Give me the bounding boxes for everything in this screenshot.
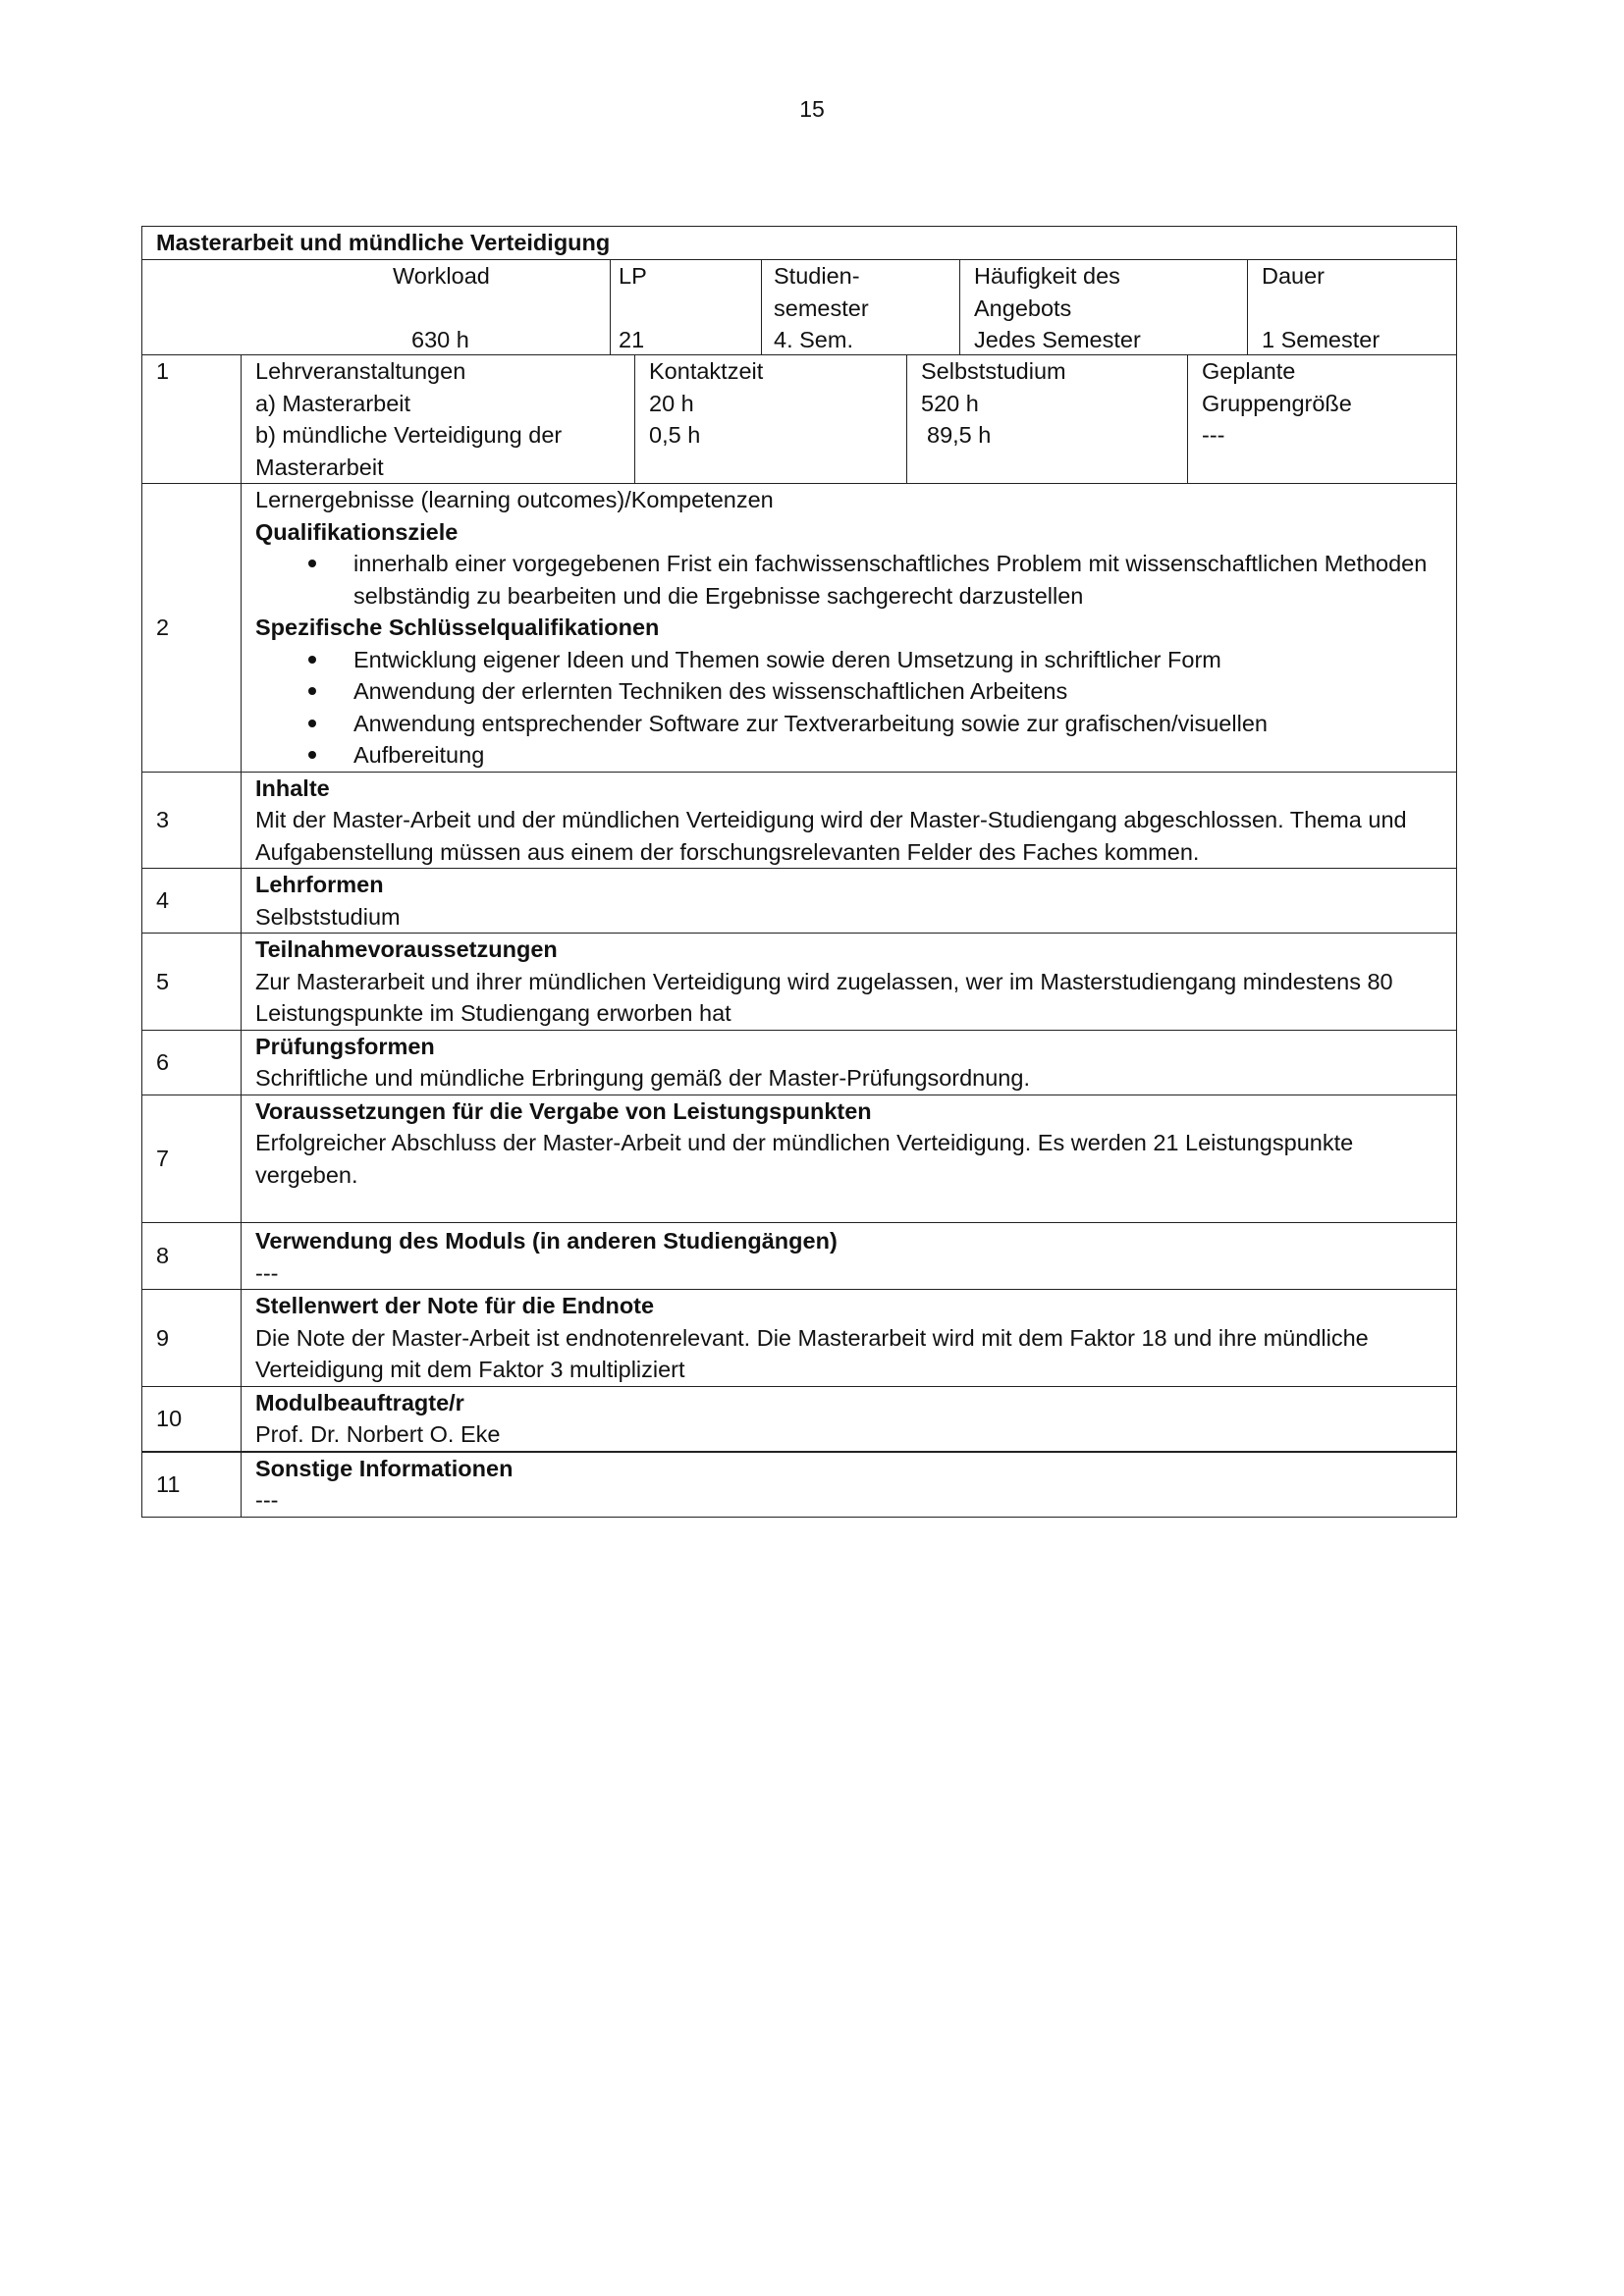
group-label-2: Gruppengröße (1202, 390, 1352, 416)
duration-label: Dauer (1262, 263, 1326, 289)
semester-label-2: semester (774, 294, 869, 321)
list-item: Anwendung der erlernten Techniken des wissenschaftlichen Arbeitens (255, 675, 1442, 708)
lp-cell (610, 260, 761, 354)
frequency-cell (959, 260, 1247, 354)
teaching-forms-cell (242, 869, 1456, 933)
row-number: 2 (142, 484, 242, 772)
exam-forms-heading: Prüfungsformen (255, 1033, 435, 1059)
module-coordinator-name: Prof. Dr. Norbert O. Eke (255, 1421, 501, 1447)
workload-cell (393, 260, 610, 354)
row-number: 6 (142, 1031, 242, 1095)
row-number: 10 (142, 1387, 242, 1451)
list-item: Entwicklung eigener Ideen und Themen sowie deren Umsetzung in schriftlicher Form (255, 644, 1442, 676)
row-number: 8 (142, 1223, 242, 1289)
row-number: 1 (142, 355, 242, 483)
selfstudy-cell (906, 355, 1187, 483)
contact-cell (634, 355, 906, 483)
contact-a: 20 h (649, 390, 694, 416)
prerequisites-cell (242, 934, 1456, 1030)
module-header-row (141, 260, 1457, 355)
grade-weight-heading: Stellenwert der Note für die Endnote (255, 1293, 655, 1318)
row-2 (141, 484, 1457, 773)
semester-value: 4. Sem. (774, 327, 853, 352)
grade-weight-text: Die Note der Master-Arbeit ist endnotenrelevant. Die Masterarbeit wird mit dem Faktor 18 und ihre mündliche Verteidigung mit dem Faktor 3 multipliziert (255, 1324, 1369, 1382)
courses-label: Lehrveranstaltungen (255, 358, 466, 384)
header-empty-cell (142, 260, 393, 354)
row-6 (141, 1031, 1457, 1095)
row-number: 9 (142, 1290, 242, 1386)
credit-requirements-heading: Voraussetzungen für die Vergabe von Leistungspunkten (255, 1097, 872, 1124)
prerequisites-text: Zur Masterarbeit und ihrer mündlichen Verteidigung wird zugelassen, wer im Masterstudiengang mindestens 80 Leistungspunkte im Studiengang erworben hat (255, 968, 1393, 1026)
row-number: 3 (142, 773, 242, 869)
course-a: a) Masterarbeit (255, 390, 411, 416)
other-info-heading: Sonstige Informationen (255, 1455, 514, 1481)
group-size-cell (1187, 355, 1456, 483)
module-coordinator-cell (242, 1387, 1456, 1451)
learning-outcomes-cell (242, 484, 1456, 772)
frequency-value: Jedes Semester (974, 327, 1141, 352)
key-qualifications-list (255, 644, 1442, 772)
list-item: Aufbereitung (255, 739, 1442, 772)
frequency-label-2: Angebots (974, 294, 1072, 321)
row-number: 4 (142, 869, 242, 933)
module-coordinator-heading: Modulbeauftragte/r (255, 1389, 464, 1415)
grade-weight-cell (242, 1290, 1456, 1386)
row-number: 11 (142, 1453, 242, 1517)
credit-requirements-text: Erfolgreicher Abschluss der Master-Arbeit und der mündlichen Verteidigung. Es werden 21 Leistungspunkte vergeben. (255, 1130, 1354, 1188)
contents-cell (242, 773, 1456, 869)
lp-label: LP (619, 263, 647, 289)
exam-forms-cell (242, 1031, 1456, 1095)
lp-value: 21 (619, 327, 645, 352)
semester-cell (761, 260, 959, 354)
row-7 (141, 1095, 1457, 1224)
group-label-1: Geplante (1202, 358, 1296, 384)
prerequisites-heading: Teilnahmevoraussetzungen (255, 936, 558, 962)
module-table (141, 226, 1457, 1518)
duration-cell (1247, 260, 1456, 354)
row-3 (141, 773, 1457, 870)
courses-cell (242, 355, 634, 483)
module-usage-cell (242, 1223, 1456, 1289)
qualification-goals-heading: Qualifikationsziele (255, 518, 459, 545)
row-4 (141, 869, 1457, 934)
contact-label: Kontaktzeit (649, 358, 764, 384)
teaching-forms-heading: Lehrformen (255, 872, 384, 897)
module-title: Masterarbeit und mündliche Verteidigung (156, 230, 611, 255)
contents-text: Mit der Master-Arbeit und der mündlichen Verteidigung wird der Master-Studiengang abgeschlossen. Thema und Aufgabenstellung müssen aus einem der forschungsrelevanten Felder des Faches kommen. (255, 807, 1407, 865)
workload-label: Workload (393, 263, 490, 289)
credit-requirements-cell (242, 1095, 1456, 1223)
selfstudy-b: 89,5 h (927, 422, 992, 448)
semester-label-1: Studien- (774, 263, 860, 289)
teaching-forms-text: Selbststudium (255, 903, 401, 930)
contact-b: 0,5 h (649, 422, 701, 448)
row-number: 7 (142, 1095, 242, 1223)
module-title-row (141, 226, 1457, 260)
course-b-line-2: Masterarbeit (255, 454, 384, 480)
other-info-cell (242, 1453, 1456, 1517)
group-value: --- (1202, 422, 1225, 448)
list-item: Anwendung entsprechender Software zur Textverarbeitung sowie zur grafischen/visuellen (255, 708, 1442, 740)
contents-heading: Inhalte (255, 774, 330, 801)
duration-value: 1 Semester (1262, 327, 1380, 352)
row-11 (141, 1452, 1457, 1518)
row-8 (141, 1223, 1457, 1290)
frequency-label-1: Häufigkeit des (974, 263, 1120, 289)
other-info-text: --- (255, 1487, 279, 1513)
module-usage-text: --- (255, 1259, 279, 1286)
workload-value: 630 h (411, 327, 469, 352)
key-qualifications-heading: Spezifische Schlüsselqualifikationen (255, 614, 660, 640)
row-10 (141, 1387, 1457, 1452)
exam-forms-text: Schriftliche und mündliche Erbringung gemäß der Master-Prüfungsordnung. (255, 1065, 1030, 1091)
page-number: 15 (799, 96, 825, 122)
qualification-goals-list (255, 548, 1442, 612)
row-number: 5 (142, 934, 242, 1030)
row-5 (141, 934, 1457, 1031)
selfstudy-label: Selbststudium (921, 358, 1066, 384)
module-usage-heading: Verwendung des Moduls (in anderen Studiengängen) (255, 1228, 838, 1254)
learning-outcomes-heading: Lernergebnisse (learning outcomes)/Kompetenzen (255, 487, 774, 512)
course-b-line-1: b) mündliche Verteidigung der (255, 422, 563, 448)
selfstudy-a: 520 h (921, 390, 979, 416)
row-1 (141, 355, 1457, 484)
list-item: innerhalb einer vorgegebenen Frist ein fachwissenschaftliches Problem mit wissenschaftlichen Methoden selbständig zu bearbeiten und die Ergebnisse sachgerecht darzustellen (255, 548, 1442, 612)
row-9 (141, 1290, 1457, 1387)
